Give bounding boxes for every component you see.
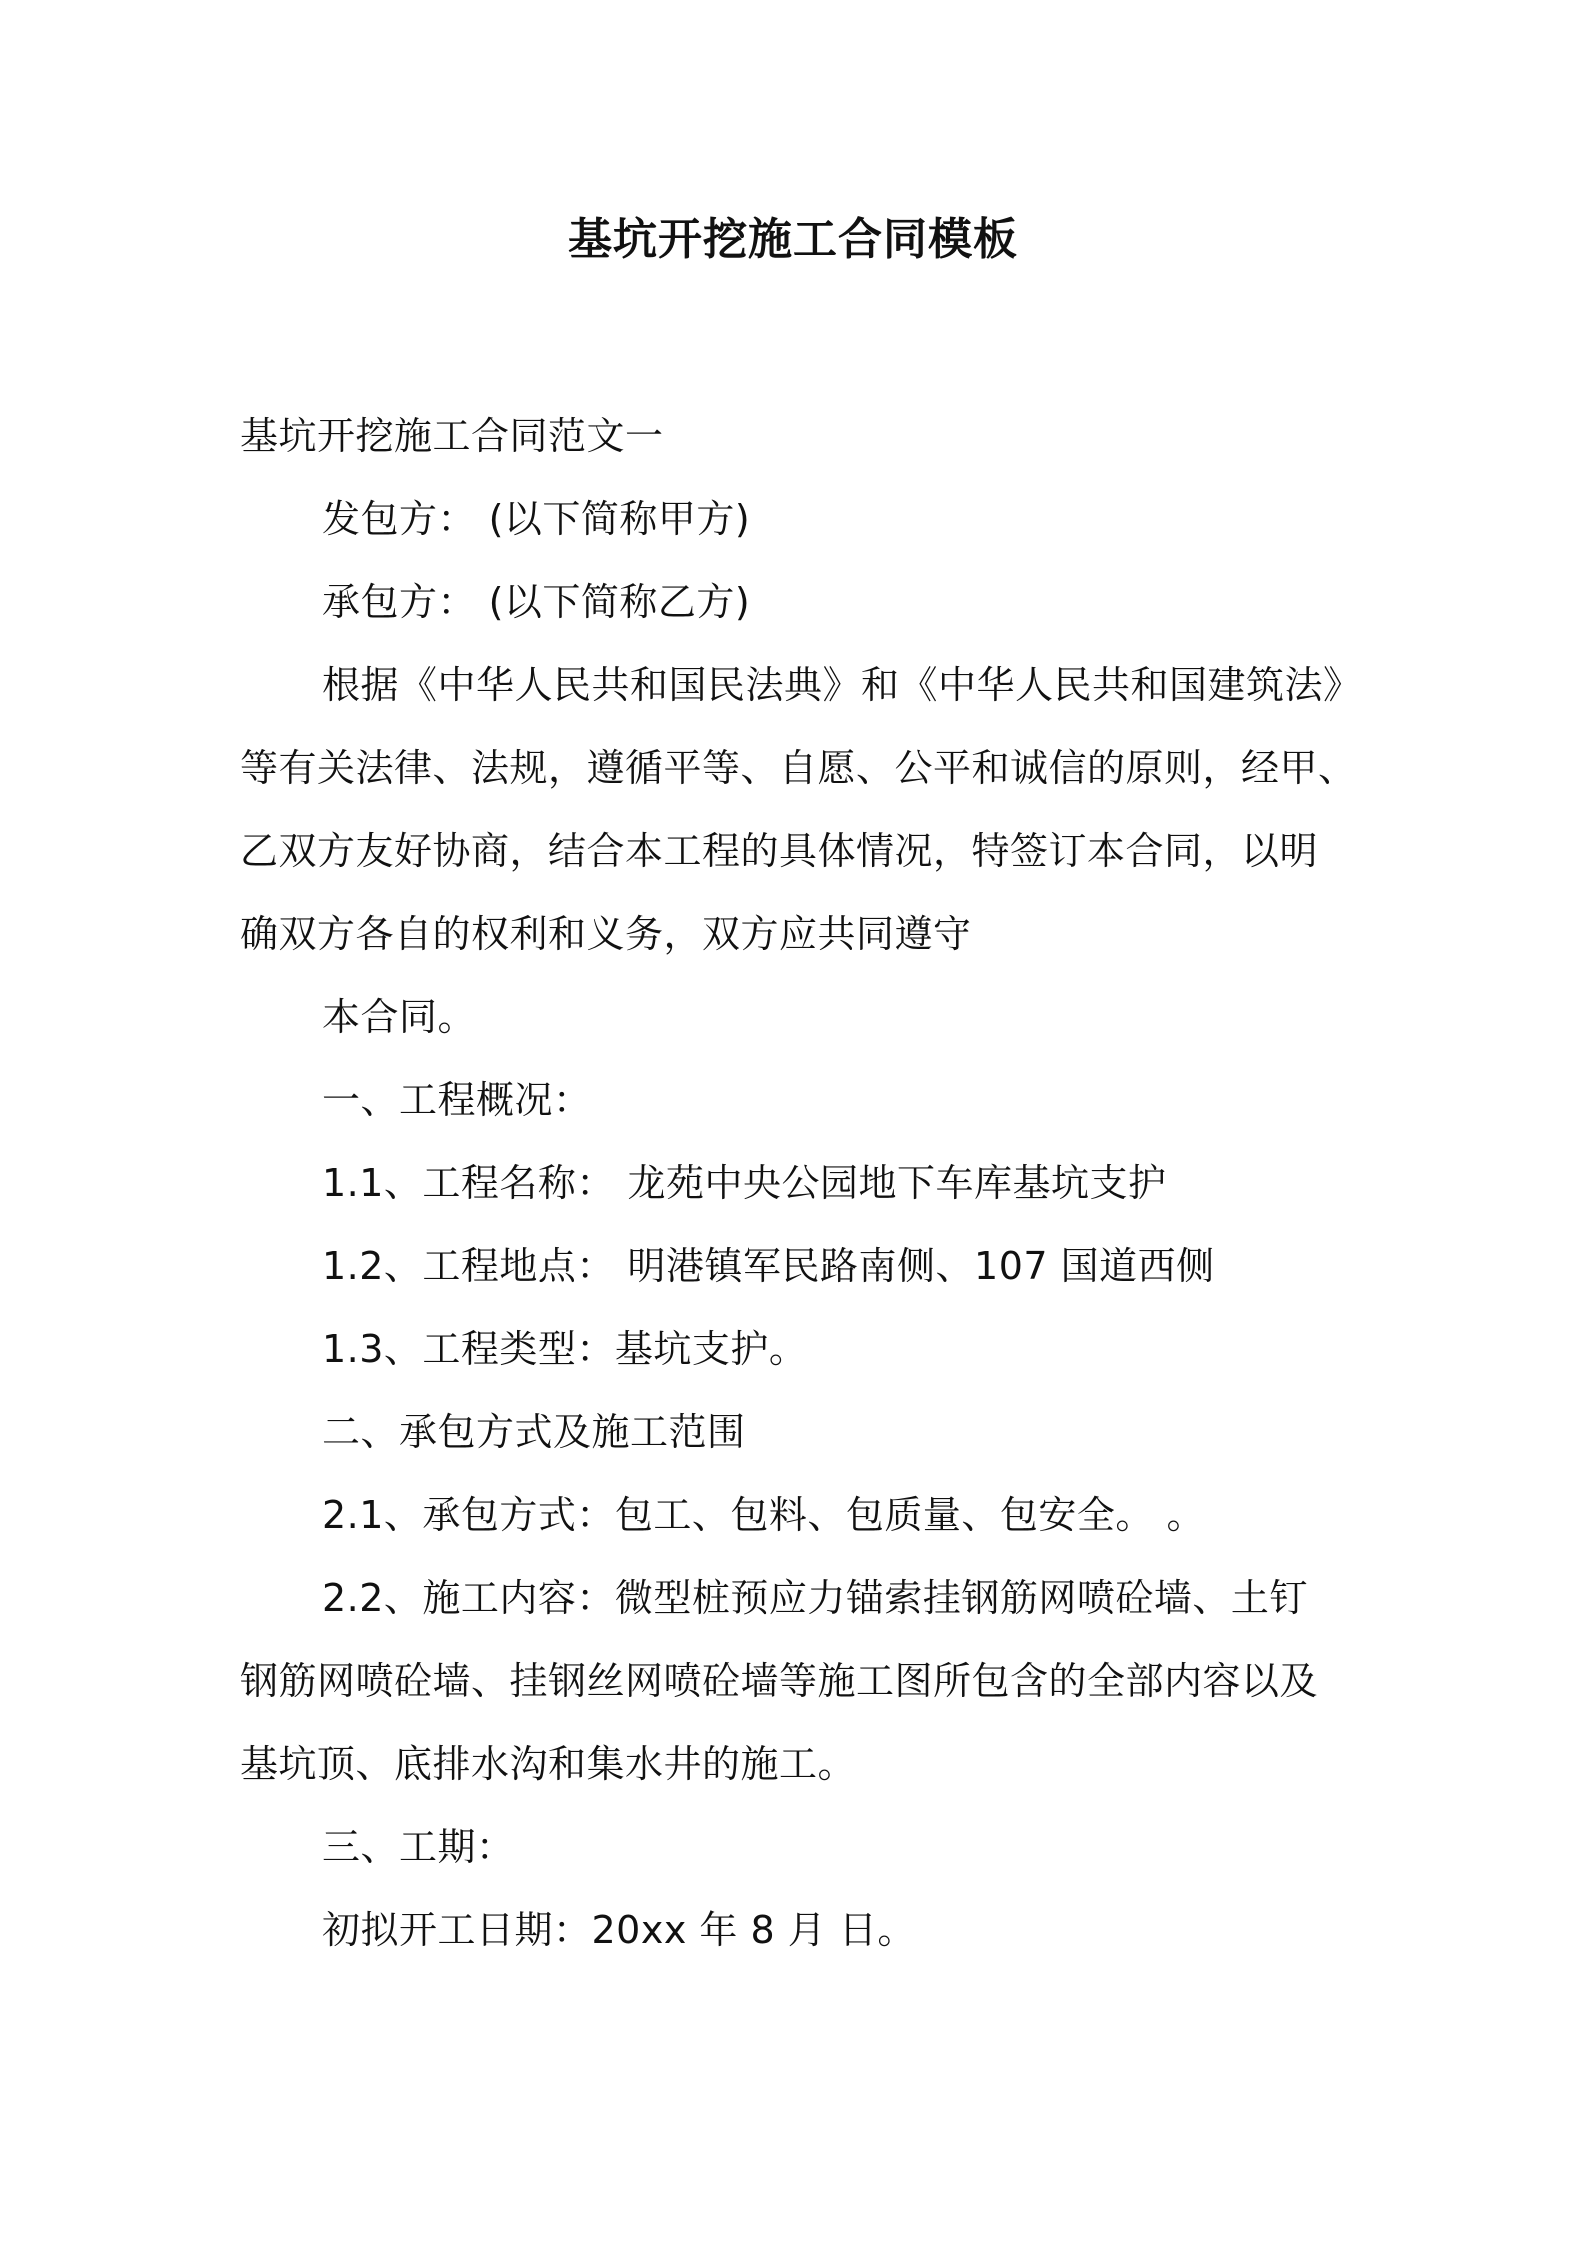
section-heading-2: 二、承包方式及施工范围 <box>322 1410 746 1454</box>
clause-1-3: 1.3、工程类型：基坑支护。 <box>322 1327 808 1371</box>
paragraph-line: 确双方各自的权利和义务，双方应共同遵守 <box>240 912 972 956</box>
clause-1-2: 1.2、工程地点： 明港镇军民路南侧、107 国道西侧 <box>322 1244 1215 1288</box>
paragraph-line: 基坑顶、底排水沟和集水井的施工。 <box>240 1742 857 1786</box>
paragraph-line: 等有关法律、法规，遵循平等、自愿、公平和诚信的原则，经甲、 <box>240 746 1357 790</box>
party-a-line: 发包方： (以下简称甲方) <box>322 497 751 541</box>
paragraph-line: 钢筋网喷砼墙、挂钢丝网喷砼墙等施工图所包含的全部内容以及 <box>240 1659 1319 1703</box>
section-heading-1: 一、工程概况： <box>322 1078 592 1122</box>
section-heading-3: 三、工期： <box>322 1825 515 1869</box>
paragraph-line: 本合同。 <box>322 995 477 1039</box>
paragraph-line: 乙双方友好协商，结合本工程的具体情况，特签订本合同，以明 <box>240 829 1319 873</box>
subtitle-sample-one: 基坑开挖施工合同范文一 <box>240 414 664 458</box>
party-b-line: 承包方： (以下简称乙方) <box>322 580 751 624</box>
clause-1-1: 1.1、工程名称： 龙苑中央公园地下车库基坑支护 <box>322 1161 1167 1205</box>
start-date-line: 初拟开工日期：20xx 年 8 月 日。 <box>322 1908 916 1952</box>
paragraph-line: 根据《中华人民共和国民法典》和《中华人民共和国建筑法》 <box>322 663 1362 707</box>
clause-2-1: 2.1、承包方式：包工、包料、包质量、包安全。 。 <box>322 1493 1206 1537</box>
document-title: 基坑开挖施工合同模板 <box>568 214 1018 265</box>
clause-2-2: 2.2、施工内容：微型桩预应力锚索挂钢筋网喷砼墙、土钉 <box>322 1576 1308 1620</box>
